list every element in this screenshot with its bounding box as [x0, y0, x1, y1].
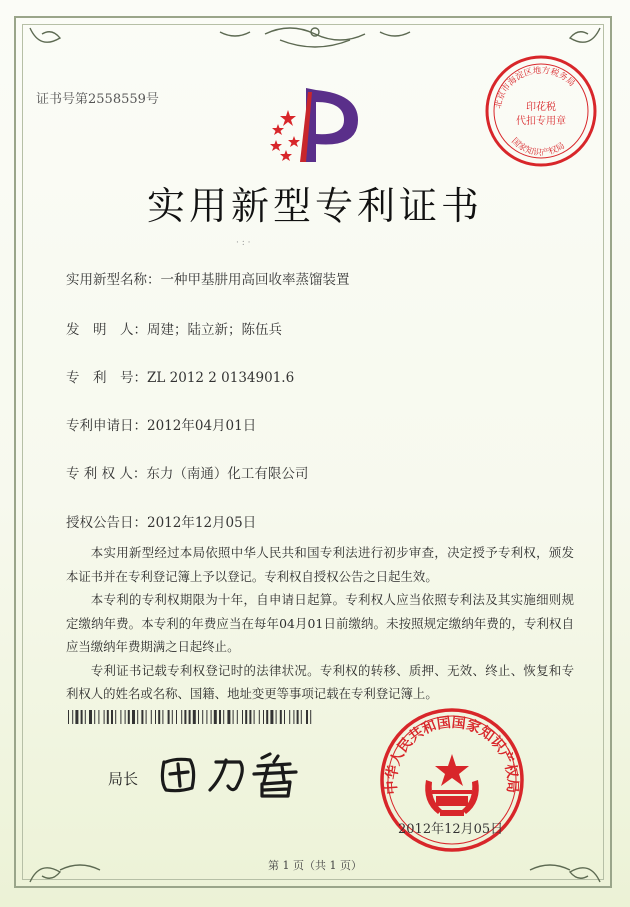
barcode-bar [289, 710, 290, 724]
body-paragraph-1: 本实用新型经过本局依照中华人民共和国专利法进行初步审查，决定授予专利权，颁发本证书并在专利登记簿上予以登记。专利权自授权公告之日起生效。 [66, 545, 574, 584]
barcode-bar [254, 710, 255, 724]
grant-date: 2012年12月05日 [398, 822, 504, 837]
patent-number-row [66, 366, 294, 386]
barcode-bar [214, 710, 217, 724]
barcode-bar [98, 710, 99, 724]
barcode-bar [85, 710, 86, 724]
tax-seal-mid-text-2: 代扣专用章 [516, 116, 566, 127]
barcode-bar [211, 710, 212, 724]
barcode-bar [259, 710, 260, 724]
barcode-bar [68, 710, 69, 724]
barcode-bar [94, 710, 95, 724]
barcode-bar [301, 710, 302, 724]
barcode-bar [306, 710, 308, 724]
filing-date-value: 2012年04月01日 [147, 418, 257, 434]
filing-date-row [66, 414, 256, 434]
body-paragraph-2: 本专利的专利权期限为十年，自申请日起算。专利权人应当依照专利法及其实施细则规定缴纳年费。本专利的年费应当在每年04月01日前缴纳。未按照规定缴纳年费的，专利权自应当缴纳年费期满之日起终止。 [66, 592, 574, 654]
barcode-bar [233, 710, 234, 724]
barcode-bar [297, 710, 299, 724]
barcode-bar [276, 710, 277, 724]
announce-date-label: 授权公告日： [66, 515, 147, 531]
page-number: 第 1 页（共 1 页） [268, 859, 362, 872]
barcode-bar [284, 710, 285, 724]
barcode-bar [75, 710, 78, 724]
barcode-bar [141, 710, 143, 724]
utility-name-value: 一种甲基肼用高回收率蒸馏装置 [160, 272, 350, 288]
body-paragraph-3: 专利证书记载专利权登记时的法律状况。专利权的转移、质押、无效、终止、恢复和专利权人的姓名或名称、国籍、地址变更等事项记载在专利登记簿上。 [66, 662, 574, 701]
barcode-bar [270, 710, 273, 724]
print-smudge: · : · [236, 238, 251, 248]
director-label: 局长 [108, 770, 139, 788]
barcode-bar [219, 710, 221, 724]
barcode-bar [202, 710, 203, 724]
barcode-bar [193, 710, 196, 724]
barcode-bar [137, 710, 138, 724]
barcode-bar [125, 710, 126, 724]
barcode-bar [181, 710, 182, 724]
seal-arc-text: 中华人民共和国国家知识产权局 [383, 714, 521, 795]
inventor-label: 发 明 人： [66, 322, 147, 338]
patent-number-value: ZL 2012 2 0134901.6 [147, 370, 295, 386]
announce-date-value: 2012年12月05日 [147, 515, 257, 531]
barcode-bar [111, 710, 113, 724]
tax-seal-mid-text-1: 印花税 [526, 102, 556, 113]
barcode-bar [81, 710, 83, 724]
barcode-bar [263, 710, 264, 724]
barcode-bar [227, 710, 230, 724]
barcode-bar [128, 710, 130, 724]
barcode-bar [104, 710, 105, 724]
barcode-bar [245, 710, 247, 724]
patentee-label: 专 利 权 人： [66, 466, 147, 482]
barcode-bar [293, 710, 294, 724]
barcode-bar [158, 710, 160, 724]
certificate-body [66, 541, 574, 706]
barcode-bar [189, 710, 191, 724]
filing-date-label: 专利申请日： [66, 418, 147, 434]
barcode-bar [89, 710, 92, 724]
patent-number-label: 专 利 号： [66, 370, 147, 386]
tax-seal-top-text: 北京市海淀区地方税务局 [493, 65, 577, 110]
barcode-bar [310, 710, 311, 724]
barcode-bar [151, 710, 152, 724]
barcode-bar [198, 710, 199, 724]
barcode-bar [155, 710, 156, 724]
tax-seal-bottom-text: 国家知识产权局 [509, 136, 567, 159]
barcode-bar [266, 710, 268, 724]
announce-date-row [66, 511, 256, 531]
barcode-bar [132, 710, 135, 724]
barcode-bar [162, 710, 163, 724]
barcode [68, 710, 314, 724]
patentee-row [66, 462, 308, 482]
barcode-bar [242, 710, 243, 724]
barcode-bar [146, 710, 147, 724]
barcode-bar [168, 710, 170, 724]
patentee-value: 东力（南通）化工有限公司 [146, 466, 309, 482]
barcode-bar [176, 710, 177, 724]
barcode-bar [206, 710, 207, 724]
barcode-bar [280, 710, 282, 724]
tax-stamp-seal [482, 52, 600, 170]
certificate-number: 证书号第2558559号 [36, 92, 159, 107]
utility-name-label: 实用新型名称： [66, 272, 161, 288]
director-signature [150, 748, 320, 800]
barcode-bar [223, 710, 224, 724]
inventor-row [66, 318, 282, 338]
inventor-value: 周建；陆立新；陈伍兵 [147, 322, 282, 338]
barcode-bar [249, 710, 251, 724]
barcode-bar [107, 710, 109, 724]
barcode-bar [172, 710, 173, 724]
barcode-bar [184, 710, 186, 724]
barcode-bar [72, 710, 73, 724]
barcode-bar [120, 710, 121, 724]
patent-office-logo [262, 80, 372, 170]
barcode-bar [115, 710, 116, 724]
barcode-bar [237, 710, 238, 724]
utility-name-row [66, 268, 350, 288]
page-title: 实用新型专利证书 [146, 184, 483, 228]
